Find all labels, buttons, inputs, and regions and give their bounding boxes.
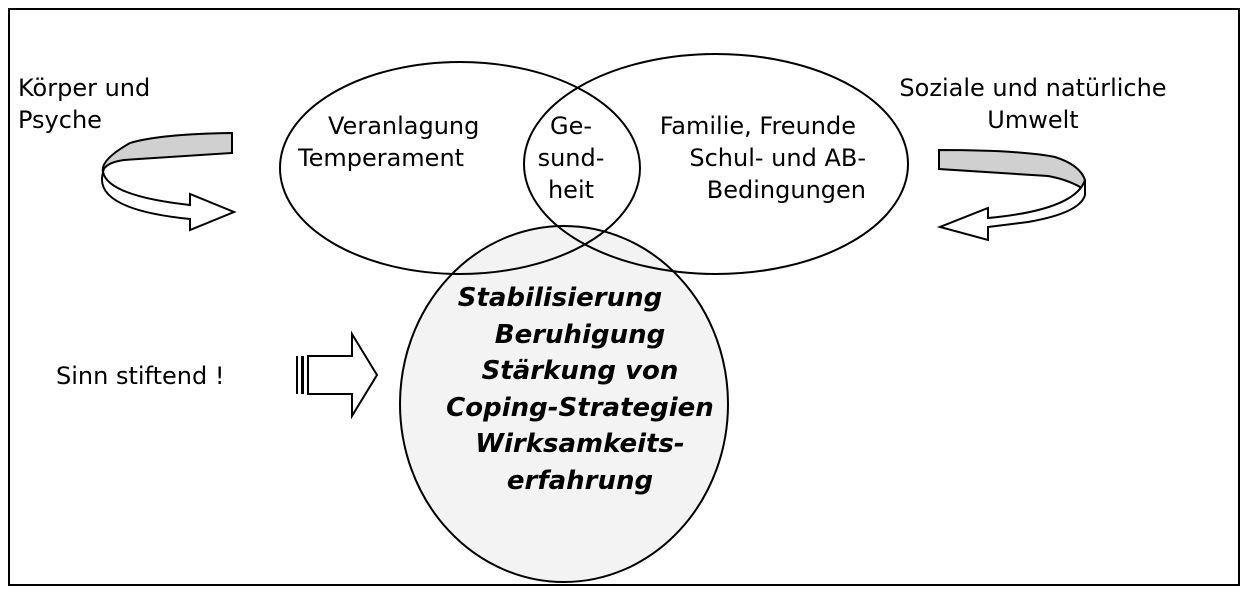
bottom-circle-text — [420, 280, 740, 499]
core-line-5: Wirksamkeits- — [475, 429, 685, 459]
sinn-arrow — [296, 334, 377, 416]
umwelt-label: Soziale und natürliche Umwelt — [899, 74, 1167, 134]
familie-label: Familie, Freunde Schul- und AB- Bedingungen — [659, 112, 866, 204]
core-line-1: Stabilisierung — [457, 283, 663, 313]
right-circular-arrow — [939, 150, 1085, 240]
core-line-3: Stärkung von — [481, 356, 679, 386]
core-line-6: erfahrung — [506, 465, 654, 496]
gesundheit-label: Ge- sund- heit — [537, 112, 605, 204]
koerper-psyche-label: Körper und Psyche — [18, 74, 151, 134]
core-line-4: Coping-Strategien — [446, 392, 714, 423]
veranlagung-label: Veranlagung Temperament — [298, 112, 480, 172]
core-line-2: Beruhigung — [494, 319, 666, 350]
sinn-stiftend-label: Sinn stiftend ! — [56, 362, 225, 390]
left-circular-arrow — [102, 133, 234, 230]
